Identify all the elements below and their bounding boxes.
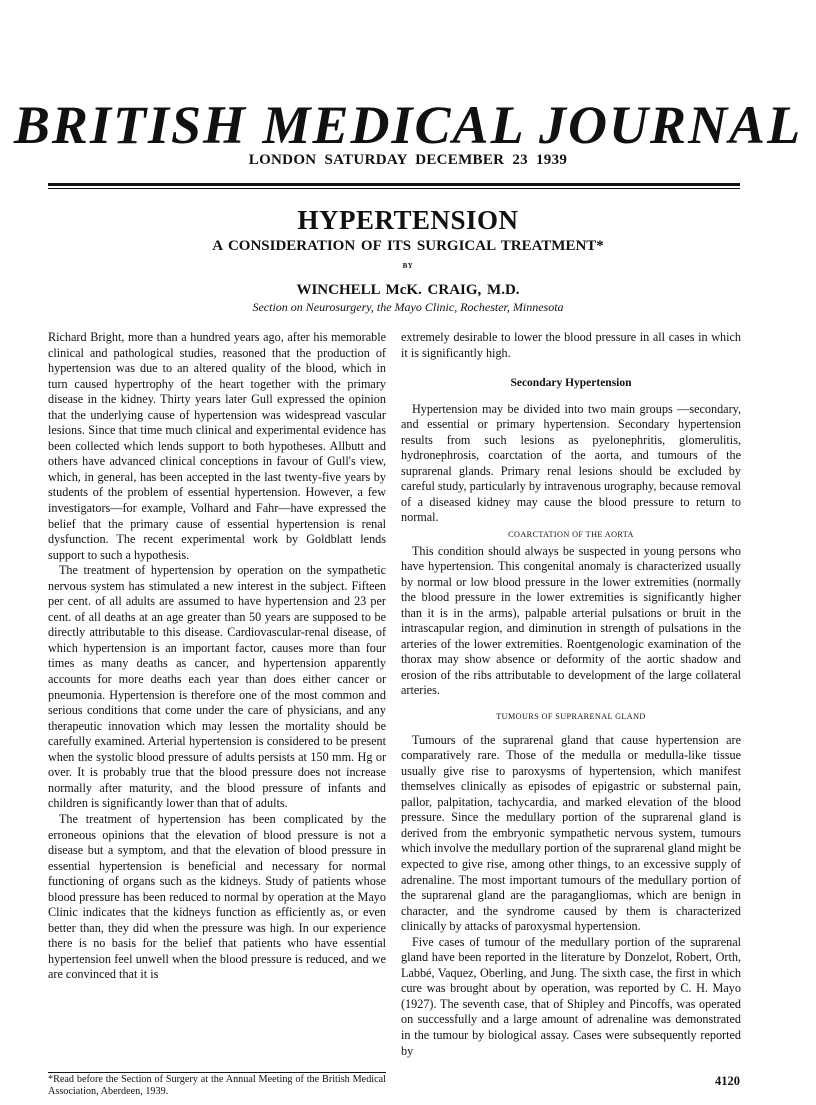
paragraph-tumours: Tumours of the suprarenal gland that cause hypertension are comparatively rare. Those of the medulla or medulla-like tissue usually give rise to paroxysms of hypertension, which manifest themselves clinically as episodes of epigastric or substernal pain, pallor, palpitation, tachycardia, and marked elevation of the blood pressure. Since the medullary portion of the suprarenal gland is derived from the embryonic sympathetic nervous system, tumours which involve the medullary portion of the suprarenal gland might be expected to give rise, among other things, to an excessive supply of adrenaline. The most important tumours of the medullary portion of the suprarenal gland are the paragangliomas, which are benign in character, and the syndrome caused by them is characterized clinically by attacks of paroxysmal hypertension. bbox=[401, 732, 741, 934]
article-title: HYPERTENSION bbox=[297, 205, 519, 235]
left-column bbox=[48, 330, 386, 983]
author-affiliation: Section on Neurosurgery, the Mayo Clinic, Rochester, Minnesota bbox=[252, 300, 564, 314]
paragraph-complications: The treatment of hypertension has been complicated by the erroneous opinions that the elevation of blood pressure is not a disease but a symptom, and that the elevation of blood pressure in essential hypertension is beneficial and necessary for normal functioning of organs such as the kidneys. Study of patients whose blood pressure has been reduced to normal by operation at the Mayo Clinic indicates that the kidneys function as efficiently as, or even better than, they did when the pressure was high. In our experience there is no basis for the belief that patients who have essential hypertension feel unwell when the blood pressure is reduced, and we are convinced that it is bbox=[48, 811, 386, 982]
author-name: WINCHELL McK. CRAIG, M.D. bbox=[296, 282, 520, 298]
journal-dateline: LONDON SATURDAY DECEMBER 23 1939 bbox=[248, 152, 568, 168]
paragraph-coarctation: This condition should always be suspected in young persons who have hypertension. This congenital anomaly is characterized usually by normal or low blood pressure in the lower extremities (normally the blood pressure in the lower extremities is significantly higher than it is in the arms), palpable arterial pulsations or bruit in the intrascapular region, and diminution in strength of pulsations in the arteries of the lower extremities. Roentgenologic examination of the thorax may show absence or deformity of the aortic shadow and erosion of the ribs attributable to development of the large collateral arteries. bbox=[401, 543, 741, 698]
journal-masthead: BRITISH MEDICAL JOURNAL bbox=[13, 95, 803, 155]
page-number: 4120 bbox=[715, 1074, 740, 1088]
footnote: *Read before the Section of Surgery at the Annual Meeting of the British Medical Association, Aberdeen, 1939. bbox=[48, 1074, 386, 1097]
paragraph-secondary: Hypertension may be divided into two main groups —secondary, and essential or primary hypertension. Secondary hypertension results from such lesions as pyelonephritis, glomerulitis, hydronephrosis, coarctation of the aorta, and tumours of the suprarenal glands. Primary renal lesions should be excluded by careful study, particularly by intravenous urography, because removal of a diseased kidney may cause the blood pressure to return to normal. bbox=[401, 401, 741, 525]
header-rule-thin bbox=[48, 188, 740, 189]
byline-by: BY bbox=[402, 262, 414, 270]
paragraph-continued: extremely desirable to lower the blood pressure in all cases in which it is significantly high. bbox=[401, 330, 741, 360]
paragraph-treatment: The treatment of hypertension by operation on the sympathetic nervous system has stimulated a new interest in the subject. Fifteen per cent. of all adults are assumed to have hypertension and 23 per cent. of all deaths at an age greater than 50 years are supposed to be directly attributable to this disease. Cardiovascular-renal disease, of which hypertension is an important factor, causes more than four times as many deaths as cancer, and hypertension apparently accounts for more deaths each year than does either cancer or pneumonia. Hypertension is therefore one of the most common and serious conditions that come under the care of physicians, and any therapeutic innovation which may lessen the mortality should be carefully examined. Arterial hypertension is considered to be present when the systolic blood pressure of adults persists at 150 mm. Hg or over. It is probably true that the blood pressure does not increase normally after maturity, and the blood pressure of infants and children is significantly lower than that of adults. bbox=[48, 563, 386, 811]
subsection-heading-coarctation: COARCTATION OF THE AORTA bbox=[508, 530, 634, 540]
header-rule-thick bbox=[48, 183, 740, 186]
footnote-rule bbox=[48, 1072, 386, 1073]
right-column bbox=[401, 330, 741, 1059]
subsection-heading-tumours: TUMOURS OF SUPRARENAL GLAND bbox=[496, 712, 646, 722]
article-subtitle: A CONSIDERATION OF ITS SURGICAL TREATMENT* bbox=[212, 238, 604, 254]
paragraph-intro: Richard Bright, more than a hundred years ago, after his memorable clinical and pathological studies, reasoned that the production of hypertension was due to an altered quality of the blood, which in turn caused hypertrophy of the heart together with the primary disease in the kidney. Thirty years later Gull expressed the opinion that the underlying cause of hypertension was widespread vascular lesions. Since that time much clinical and experimental evidence has been collected which lends support to both hypotheses. Allbutt and others have advanced clinical conceptions in favour of Gull's view, which, in general, has been accepted in the last twenty-five years by students of the problem of essential hypertension. However, a few investigators—for example, Volhard and Fahr—have expressed the belief that the primary cause of essential hypertension is renal dysfunction. The recent experimental work by Goldblatt lends support to such a hypothesis. bbox=[48, 330, 386, 562]
section-heading-secondary: Secondary Hypertension bbox=[510, 377, 632, 390]
paragraph-five-cases: Five cases of tumour of the medullary portion of the suprarenal gland have been reported in the literature by Donzelot, Robert, Orth, Labbé, Vaquez, Oberling, and Jung. The sixth case, the first in which cure was brought about by operation, was reported by C. H. Mayo (1927). The seventh case, that of Shipley and Pincoffs, was operated on successfully and a large amount of adrenaline was demonstrated in the tumour by biological assay. Cases were subsequently reported by bbox=[401, 934, 741, 1058]
